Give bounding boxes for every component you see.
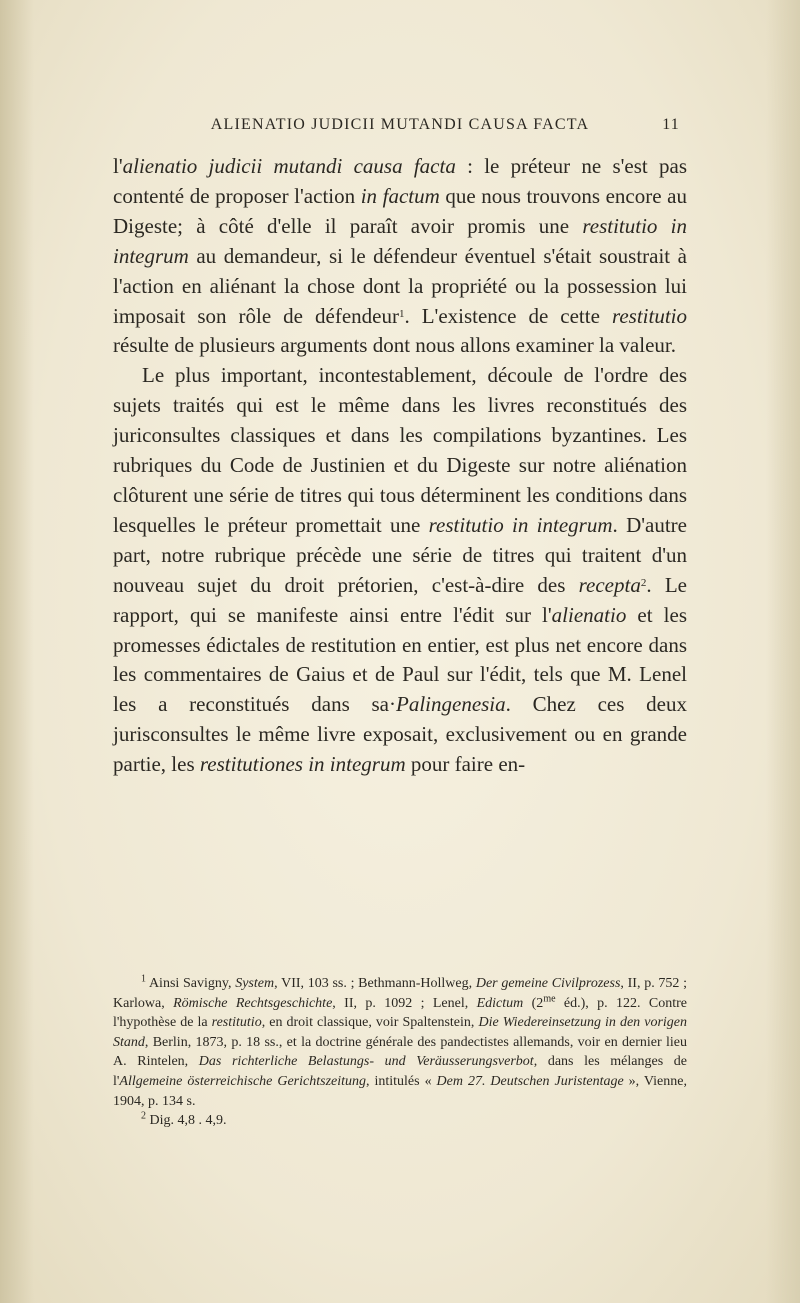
text-run: éd.), p. 122. Contre l'hypothèse de la: [113, 995, 688, 1031]
text-run: . Chez ces deux jurisconsultes le même livre exposait, exclusivement ou en grande partie, les: [113, 692, 687, 777]
footnotes: [113, 974, 687, 1131]
italic-run: Dem 27. Deutschen Juristentage: [436, 1073, 624, 1089]
page-shadow-right: [766, 0, 800, 1303]
italic-run: restitutiones in integrum: [199, 752, 406, 777]
text-run: », Vienne, 1904, p. 134 s.: [113, 1073, 687, 1109]
footnote-ref-1: 1: [398, 307, 405, 320]
italic-run: restitutio in integrum: [428, 512, 613, 537]
italic-run: Allgemeine österreichische Gerichtszeitung: [119, 1073, 367, 1089]
italic-run: Die Wiedereinsetzung in den vorigen Stand: [113, 1015, 687, 1050]
text-run: et les promesses édictales de restitution en entier, est plus net encore dans les commentaires de Gaius et de Paul sur l'édit, tels que M. Lenel les a reconstitués dans sa·: [113, 602, 688, 717]
italic-run: restitutio: [211, 1015, 262, 1031]
italic-run: Palingenesia: [396, 692, 506, 717]
text-run: , II, p. 1092 ; Lenel,: [332, 995, 477, 1011]
footnote-1: [113, 974, 687, 1111]
page-number: 11: [662, 116, 680, 133]
italic-run: Das richterliche Belastungs- und Veräusserungsverbot: [198, 1054, 534, 1070]
text-run: au demandeur, si le défendeur éventuel s'était soustrait à l'action en aliénant la chose dont la propriété ou la possession lui imposait son rôle de défendeur: [113, 243, 687, 328]
text-run: l': [113, 154, 123, 178]
italic-run: alienatio: [551, 602, 627, 627]
italic-run: alienatio judicii mutandi causa facta: [122, 154, 456, 178]
italic-run: Römische Rechtsgeschichte: [173, 995, 333, 1011]
text-run: , VII, 103 ss. ; Bethmann-Hollweg,: [274, 976, 476, 991]
text-run: Le plus important, incontestablement, découle de l'ordre des sujets traités qui est le même dans les livres reconstitués des juriconsultes classiques et dans les compilations byzantines. Les rubriques du Code de Justinien et du Digeste sur notre aliénation clôturent une série de titres qui tous déterminent les conditions dans lesquelles le préteur promettait une: [113, 363, 687, 537]
footnote-2: [113, 1111, 687, 1131]
text-run: que nous trouvons encore au Digeste; à côté d'elle il paraît avoir promis une: [113, 183, 687, 238]
footnote-number: 2: [141, 1110, 146, 1122]
text-run: . D'autre part, notre rubrique précède une série de titres qui traitent d'un nouveau sujet du droit prétorien, c'est-à-dire des: [113, 512, 687, 597]
footnote-ref-2: 2: [640, 576, 647, 589]
running-head: [120, 116, 680, 134]
text-run: , intitulés «: [366, 1073, 437, 1089]
italic-run: in factum: [360, 183, 440, 208]
paragraph-1: [113, 152, 687, 361]
italic-run: Edictum: [476, 995, 524, 1011]
page-shadow-left: [0, 0, 34, 1303]
text-run: , en droit classique, voir Spaltenstein,: [261, 1015, 479, 1031]
text-run: Ainsi Savigny,: [146, 976, 236, 991]
superscript: me: [543, 993, 556, 1005]
paragraph-2: [113, 361, 687, 780]
text-run: Dig. 4,8 . 4,9.: [146, 1113, 227, 1129]
body-text: [113, 152, 687, 780]
text-run: (2: [523, 995, 544, 1011]
italic-run: Der gemeine Civilprozess: [475, 976, 621, 991]
text-run: , II, p. 752 ; Karlowa,: [113, 976, 688, 1011]
italic-run: restitutio: [611, 303, 687, 328]
text-run: : le préteur ne s'est pas contenté de proposer l'action: [113, 154, 687, 208]
running-title: ALIENATIO JUDICII MUTANDI CAUSA FACTA: [210, 116, 590, 133]
text-run: , Berlin, 1873, p. 18 ss., et la doctrine générale des pandectistes allemands, voir en dernier lieu A. Rintelen,: [113, 1034, 687, 1070]
text-run: pour faire en-: [405, 752, 526, 777]
text-run: , dans les mélanges de l': [113, 1054, 687, 1089]
italic-run: recepta: [578, 572, 641, 597]
italic-run: System: [235, 976, 275, 991]
footnote-number: 1: [141, 973, 146, 985]
text-run: résulte de plusieurs arguments dont nous allons examiner la valeur.: [113, 333, 676, 358]
italic-run: restitutio in integrum: [113, 213, 687, 268]
text-run: . Le rapport, qui se manifeste ainsi entre l'édit sur l': [113, 572, 687, 627]
text-run: . L'existence de cette: [404, 303, 612, 328]
